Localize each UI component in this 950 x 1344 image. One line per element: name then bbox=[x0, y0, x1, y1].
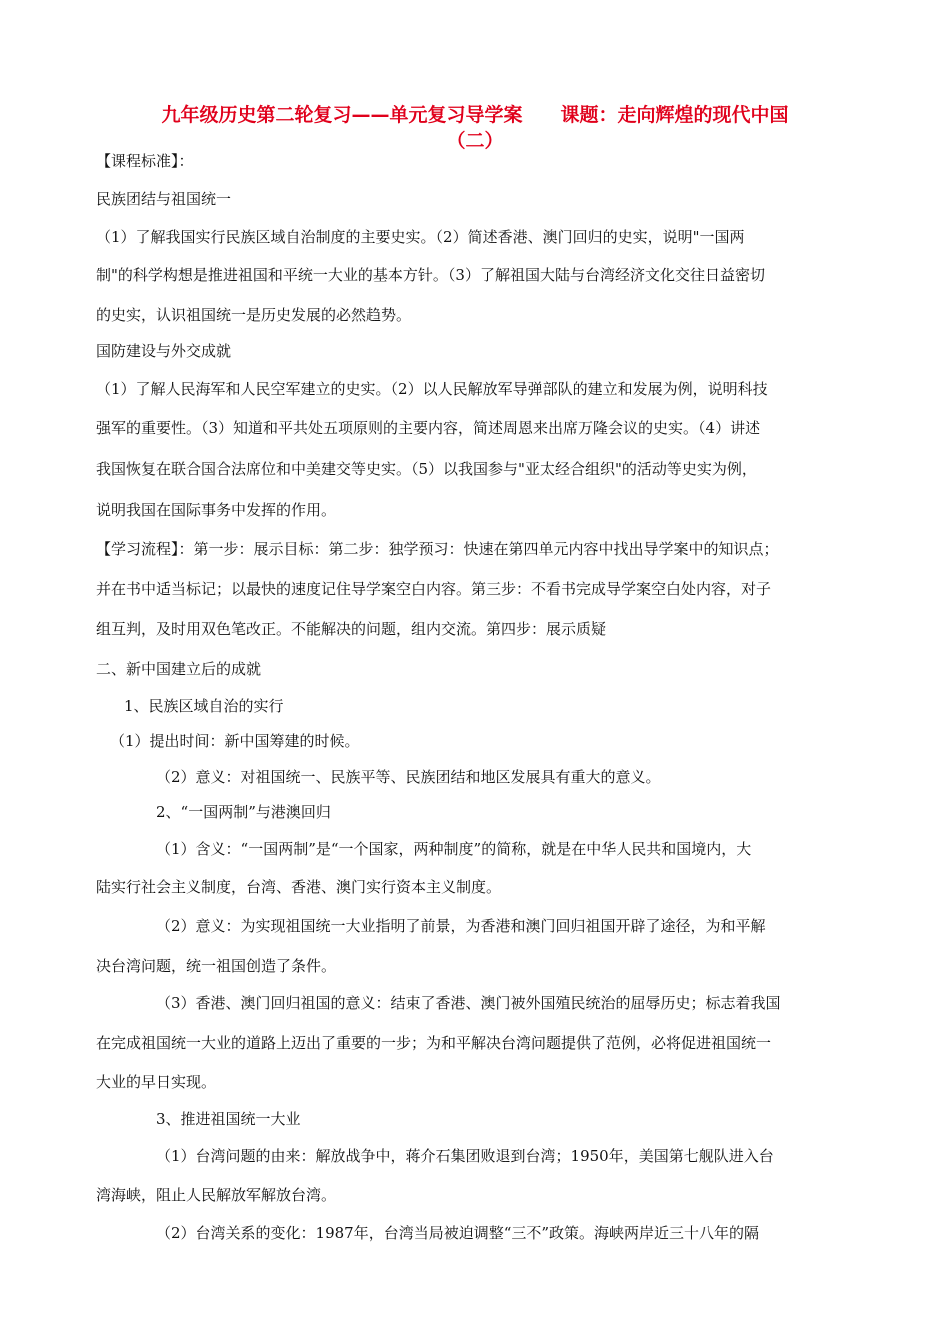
subsection-heading: 1、民族区域自治的实行 bbox=[124, 697, 284, 715]
paragraph-line: （1）含义：“一国两制”是“一个国家，两种制度”的简称，就是在中华人民共和国境内，大 bbox=[156, 840, 752, 858]
section-heading-curriculum: 【课程标准】： bbox=[96, 152, 194, 170]
paragraph-line: 大业的早日实现。 bbox=[96, 1073, 217, 1091]
subheading-defense: 国防建设与外交成就 bbox=[96, 342, 232, 360]
list-item: （1）提出时间：新中国筹建的时候。 bbox=[110, 732, 360, 750]
subsection-heading: 2、“一国两制”与港澳回归 bbox=[156, 803, 331, 821]
paragraph-line: 在完成祖国统一大业的道路上迈出了重要的一步；为和平解决台湾问题提供了范例，必将促进祖国统一 bbox=[96, 1034, 772, 1052]
paragraph-line: 强军的重要性。（3）知道和平共处五项原则的主要内容，简述周恩来出席万隆会议的史实。（4）讲述 bbox=[96, 419, 761, 437]
paragraph-line: （2）台湾关系的变化：1987年，台湾当局被迫调整“三不”政策。海峡两岸近三十八年的隔 bbox=[156, 1224, 760, 1242]
paragraph-line: （3）香港、澳门回归祖国的意义：结束了香港、澳门被外国殖民统治的屈辱历史；标志着我国 bbox=[156, 994, 781, 1012]
paragraph-line: 说明我国在国际事务中发挥的作用。 bbox=[96, 501, 337, 519]
document-title: 九年级历史第二轮复习——单元复习导学案 课题：走向辉煌的现代中国 bbox=[161, 104, 789, 126]
paragraph-line: 湾海峡，阻止人民解放军解放台湾。 bbox=[96, 1186, 337, 1204]
paragraph-line: 我国恢复在联合国合法席位和中美建交等史实。（5）以我国参与"亚太经合组织"的活动等史实为例， bbox=[96, 460, 757, 478]
paragraph-line: 的史实，认识祖国统一是历史发展的必然趋势。 bbox=[96, 306, 412, 324]
paragraph-line: 陆实行社会主义制度，台湾、香港、澳门实行资本主义制度。 bbox=[96, 878, 502, 896]
subheading-unity: 民族团结与祖国统一 bbox=[96, 190, 232, 208]
paragraph-line: 并在书中适当标记；以最快的速度记住导学案空白内容。第三步：不看书完成导学案空白处内容，对子 bbox=[96, 580, 772, 598]
section-heading-achievements: 二、新中国建立后的成就 bbox=[96, 660, 262, 678]
paragraph-line: 制"的科学构想是推进祖国和平统一大业的基本方针。（3）了解祖国大陆与台湾经济文化交往日益密切 bbox=[96, 266, 765, 284]
paragraph-line: （2）意义：为实现祖国统一大业指明了前景，为香港和澳门回归祖国开辟了途径，为和平解 bbox=[156, 917, 766, 935]
subsection-heading: 3、推进祖国统一大业 bbox=[156, 1110, 301, 1128]
list-item: （2）意义：对祖国统一、民族平等、民族团结和地区发展具有重大的意义。 bbox=[156, 768, 661, 786]
section-heading-learning-process: 【学习流程】：第一步：展示目标：第二步：独学预习：快速在第四单元内容中找出导学案中的知识点； bbox=[96, 540, 779, 558]
paragraph-line: 决台湾问题，统一祖国创造了条件。 bbox=[96, 957, 337, 975]
paragraph-line: （1）了解我国实行民族区域自治制度的主要史实。（2）简述香港、澳门回归的史实，说明"一国两 bbox=[96, 228, 745, 246]
paragraph-line: （1）台湾问题的由来：解放战争中，蒋介石集团败退到台湾；1950年，美国第七舰队进入台 bbox=[156, 1147, 774, 1165]
paragraph-line: 组互判，及时用双色笔改正。不能解决的问题，组内交流。第四步：展示质疑 bbox=[96, 620, 607, 638]
document-title-continued: （二） bbox=[446, 130, 504, 152]
paragraph-line: （1）了解人民海军和人民空军建立的史实。（2）以人民解放军导弹部队的建立和发展为例，说明科技 bbox=[96, 380, 768, 398]
